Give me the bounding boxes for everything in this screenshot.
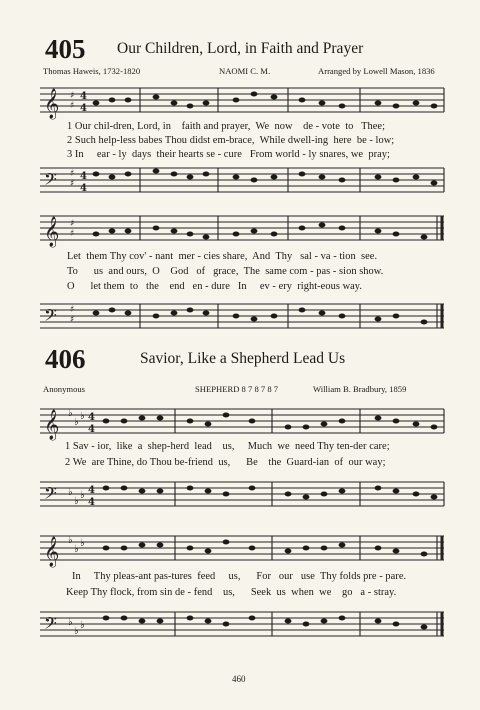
page-number: 460 (232, 674, 246, 684)
verse-line: To us and ours, O God of grace, The same com - pas - sion show. (67, 266, 384, 277)
treble-staff (40, 212, 444, 246)
svg-text:♭: ♭ (74, 626, 79, 637)
svg-text:4: 4 (88, 424, 95, 435)
svg-text:♭: ♭ (68, 487, 73, 498)
svg-text:♭: ♭ (68, 617, 73, 628)
svg-text:𝄞: 𝄞 (44, 410, 60, 440)
svg-text:4: 4 (80, 103, 87, 114)
hymn-number: 406 (45, 344, 86, 374)
svg-text:4: 4 (80, 171, 87, 182)
bass-staff (40, 164, 444, 198)
svg-text:♭: ♭ (74, 496, 79, 507)
svg-text:♯: ♯ (70, 315, 75, 325)
svg-text:♯: ♯ (70, 169, 75, 179)
svg-text:♭: ♭ (80, 411, 85, 422)
svg-text:𝄞: 𝄞 (44, 217, 60, 247)
bass-staff (40, 478, 444, 512)
staff-lines (40, 536, 444, 560)
staff-lines (40, 482, 444, 506)
hymn-title: Our Children, Lord, in Faith and Prayer (117, 40, 364, 57)
staff-lines (40, 216, 444, 240)
notes (93, 169, 438, 186)
svg-text:♭: ♭ (80, 490, 85, 501)
treble-staff (40, 84, 444, 118)
verse-line: O let them to the end en - dure In ev - ery right-eous way. (67, 281, 362, 292)
hymn-author: Anonymous (43, 384, 86, 394)
svg-text:𝄢: 𝄢 (44, 483, 57, 507)
svg-text:♭: ♭ (80, 620, 85, 631)
svg-text:♯: ♯ (70, 101, 75, 111)
hymn-author: Thomas Haweis, 1732-1820 (43, 66, 141, 76)
svg-text:𝄞: 𝄞 (44, 89, 60, 119)
staff-lines (40, 409, 444, 433)
verse-line: In Thy pleas-ant pas-tures feed us, For our use Thy folds pre - pare. (72, 571, 407, 582)
svg-text:♭: ♭ (80, 538, 85, 549)
verse-line: Let them Thy cov' - nant mer - cies share, And Thy sal - va - tion see. (67, 251, 378, 262)
verse-line: 1 Our chil-dren, Lord, in faith and prayer, We now de - vote to Thee; (67, 121, 386, 132)
staff-lines (40, 88, 444, 112)
svg-text:♭: ♭ (68, 535, 73, 546)
hymn-number: 405 (45, 34, 86, 64)
svg-text:♭: ♭ (74, 544, 79, 555)
hymn-tune: NAOMI C. M. (219, 66, 271, 76)
bass-staff (40, 608, 444, 642)
svg-text:4: 4 (88, 412, 95, 423)
svg-text:♭: ♭ (68, 408, 73, 419)
svg-text:♯: ♯ (70, 219, 75, 229)
svg-text:4: 4 (88, 497, 95, 508)
svg-text:𝄢: 𝄢 (44, 169, 57, 193)
verse-line: Keep Thy flock, from sin de - fend us, Seek us when we go a - stray. (66, 587, 397, 598)
svg-text:𝄢: 𝄢 (44, 305, 57, 329)
svg-text:♯: ♯ (70, 229, 75, 239)
notes (93, 223, 428, 240)
svg-text:♯: ♯ (70, 179, 75, 189)
staff-lines (40, 304, 444, 328)
svg-text:𝄢: 𝄢 (44, 613, 57, 637)
treble-staff (40, 532, 444, 566)
staff-lines (40, 168, 444, 192)
svg-text:♭: ♭ (74, 417, 79, 428)
verse-line: 1 Sav - ior, like a shep-herd lead us, Much we need Thy ten-der care; (65, 441, 390, 452)
treble-staff (40, 405, 444, 439)
hymn-title: Savior, Like a Shepherd Lead Us (140, 350, 346, 367)
staff-lines (40, 612, 444, 636)
verse-line: 3 In ear - ly days their hearts se - cure From world - ly snares, we pray; (67, 149, 390, 160)
svg-text:4: 4 (80, 91, 87, 102)
svg-text:𝄞: 𝄞 (44, 537, 60, 567)
svg-text:♯: ♯ (70, 305, 75, 315)
bass-staff (40, 300, 444, 334)
hymn-tune: SHEPHERD 8 7 8 7 8 7 (195, 384, 279, 394)
hymn-arranger: William B. Bradbury, 1859 (313, 384, 407, 394)
hymn-arranger: Arranged by Lowell Mason, 1836 (318, 66, 435, 76)
verse-line: 2 We are Thine, do Thou be-friend us, Be the Guard-ian of our way; (65, 457, 386, 468)
svg-text:♯: ♯ (70, 91, 75, 101)
svg-text:4: 4 (80, 183, 87, 194)
verse-line: 2 Such help-less babes Thou didst em-brace, While dwell-ing here be - low; (67, 135, 395, 146)
svg-text:4: 4 (88, 485, 95, 496)
